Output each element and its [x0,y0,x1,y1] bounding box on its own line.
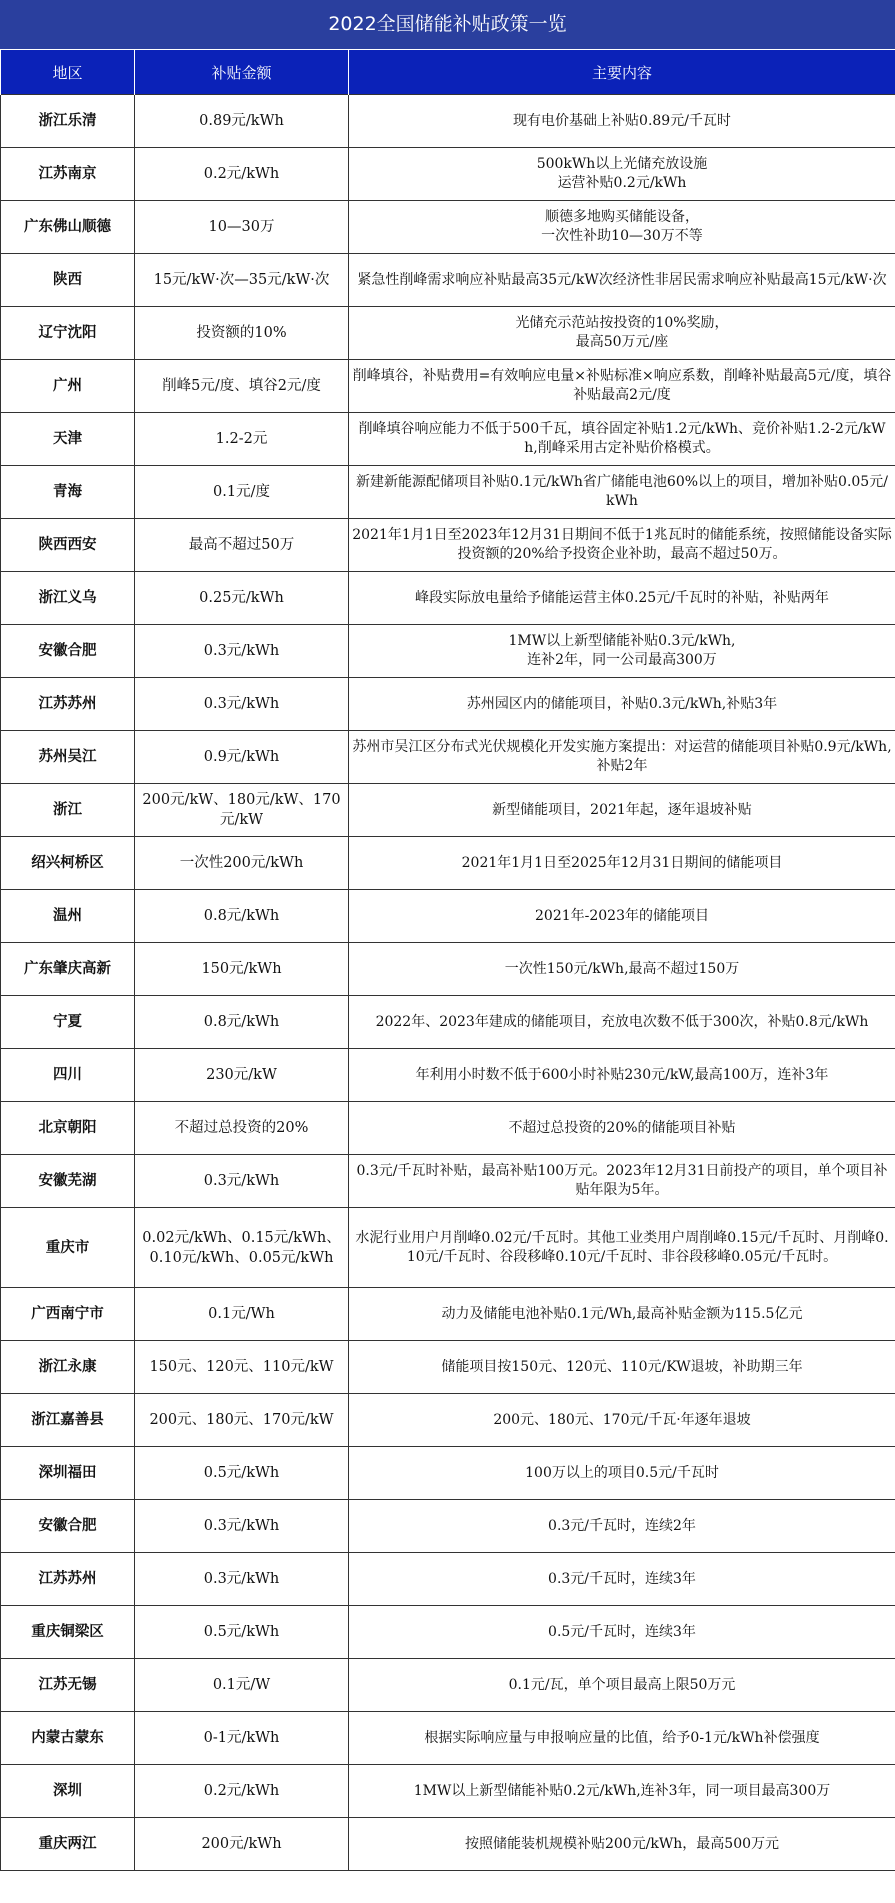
content-cell: 削峰填谷，补贴费用=有效响应电量×补贴标准×响应系数，削峰补贴最高5元/度，填谷补贴最高2元/度 [349,360,895,413]
region-cell: 安徽合肥 [1,625,135,678]
content-cell: 紧急性削峰需求响应补贴最高35元/kW次经济性非居民需求响应补贴最高15元/kW·次 [349,254,895,307]
amount-cell: 200元/kW、180元/kW、170元/kW [135,784,349,837]
table-header-row [1,50,895,95]
content-cell: 削峰填谷响应能力不低于500千瓦，填谷固定补贴1.2元/kWh、竞价补贴1.2-2元/kWh,削峰采用古定补贴价格模式。 [349,413,895,466]
content-cell: 峰段实际放电量给予储能运营主体0.25元/千瓦时的补贴，补贴两年 [349,572,895,625]
content-cell: 根据实际响应量与申报响应量的比值，给予0-1元/kWh补偿强度 [349,1712,895,1765]
amount-cell: 一次性200元/kWh [135,837,349,890]
region-cell: 广西南宁市 [1,1288,135,1341]
amount-cell: 0.89元/kWh [135,95,349,148]
region-cell: 温州 [1,890,135,943]
amount-cell: 0.1元/度 [135,466,349,519]
content-cell: 0.5元/千瓦时，连续3年 [349,1606,895,1659]
amount-cell: 最高不超过50万 [135,519,349,572]
table-row [1,731,895,784]
table-row [1,784,895,837]
region-cell: 江苏苏州 [1,1553,135,1606]
region-cell: 绍兴柯桥区 [1,837,135,890]
header-content: 主要内容 [349,50,895,95]
region-cell: 深圳福田 [1,1447,135,1500]
table-row [1,1659,895,1712]
amount-cell: 不超过总投资的20% [135,1102,349,1155]
table-row [1,1712,895,1765]
table-row [1,625,895,678]
table-row [1,1553,895,1606]
table-row [1,943,895,996]
table-row [1,678,895,731]
content-cell: 不超过总投资的20%的储能项目补贴 [349,1102,895,1155]
region-cell: 安徽芜湖 [1,1155,135,1208]
table-row [1,95,895,148]
region-cell: 江苏苏州 [1,678,135,731]
table-row [1,890,895,943]
table-row [1,413,895,466]
table-row [1,572,895,625]
amount-cell: 200元、180元、170元/kW [135,1394,349,1447]
amount-cell: 150元、120元、110元/kW [135,1341,349,1394]
amount-cell: 0.8元/kWh [135,996,349,1049]
amount-cell: 0.2元/kWh [135,1765,349,1818]
content-cell: 0.3元/千瓦时，连续2年 [349,1500,895,1553]
table-row [1,1500,895,1553]
content-cell: 按照储能装机规模补贴200元/kWh，最高500万元 [349,1818,895,1871]
table-row [1,1155,895,1208]
amount-cell: 0.2元/kWh [135,148,349,201]
amount-cell: 230元/kW [135,1049,349,1102]
region-cell: 天津 [1,413,135,466]
table-row [1,837,895,890]
amount-cell: 0.3元/kWh [135,1500,349,1553]
region-cell: 江苏无锡 [1,1659,135,1712]
region-cell: 辽宁沈阳 [1,307,135,360]
table-row [1,1102,895,1155]
amount-cell: 0.25元/kWh [135,572,349,625]
region-cell: 浙江嘉善县 [1,1394,135,1447]
page-title: 2022全国储能补贴政策一览 [0,0,895,50]
amount-cell: 0.1元/W [135,1659,349,1712]
table-row [1,1447,895,1500]
table-row [1,1288,895,1341]
content-cell: 新建新能源配储项目补贴0.1元/kWh省广储能电池60%以上的项目，增加补贴0.05元/kWh [349,466,895,519]
amount-cell: 0.5元/kWh [135,1606,349,1659]
content-cell: 0.1元/瓦，单个项目最高上限50万元 [349,1659,895,1712]
region-cell: 浙江乐清 [1,95,135,148]
region-cell: 广州 [1,360,135,413]
amount-cell: 0.3元/kWh [135,678,349,731]
region-cell: 浙江永康 [1,1341,135,1394]
table-row [1,1765,895,1818]
region-cell: 安徽合肥 [1,1500,135,1553]
table-row [1,466,895,519]
content-cell: 2022年、2023年建成的储能项目，充放电次数不低于300次，补贴0.8元/kWh [349,996,895,1049]
amount-cell: 0.3元/kWh [135,1553,349,1606]
region-cell: 浙江 [1,784,135,837]
region-cell: 重庆市 [1,1208,135,1288]
region-cell: 四川 [1,1049,135,1102]
table-row [1,148,895,201]
region-cell: 广东肇庆高新 [1,943,135,996]
table-row [1,996,895,1049]
amount-cell: 削峰5元/度、填谷2元/度 [135,360,349,413]
table-row [1,254,895,307]
region-cell: 广东佛山顺德 [1,201,135,254]
content-cell: 现有电价基础上补贴0.89元/千瓦时 [349,95,895,148]
region-cell: 北京朝阳 [1,1102,135,1155]
amount-cell: 200元/kWh [135,1818,349,1871]
content-cell: 2021年-2023年的储能项目 [349,890,895,943]
content-cell: 1MW以上新型储能补贴0.3元/kWh, 连补2年，同一公司最高300万 [349,625,895,678]
amount-cell: 0.3元/kWh [135,625,349,678]
content-cell: 动力及储能电池补贴0.1元/Wh,最高补贴金额为115.5亿元 [349,1288,895,1341]
table-row [1,1606,895,1659]
content-cell: 储能项目按150元、120元、110元/KW退坡，补助期三年 [349,1341,895,1394]
content-cell: 年利用小时数不低于600小时补贴230元/kW,最高100万，连补3年 [349,1049,895,1102]
header-amount: 补贴金额 [135,50,349,95]
table-row [1,1049,895,1102]
amount-cell: 投资额的10% [135,307,349,360]
region-cell: 江苏南京 [1,148,135,201]
region-cell: 青海 [1,466,135,519]
table-body [1,95,895,1871]
content-cell: 100万以上的项目0.5元/千瓦时 [349,1447,895,1500]
region-cell: 陕西西安 [1,519,135,572]
table-row [1,1341,895,1394]
region-cell: 内蒙古蒙东 [1,1712,135,1765]
table-row [1,1208,895,1288]
amount-cell: 0.02元/kWh、0.15元/kWh、0.10元/kWh、0.05元/kWh [135,1208,349,1288]
region-cell: 浙江义乌 [1,572,135,625]
amount-cell: 1.2-2元 [135,413,349,466]
amount-cell: 10—30万 [135,201,349,254]
amount-cell: 0.3元/kWh [135,1155,349,1208]
amount-cell: 0.1元/Wh [135,1288,349,1341]
table-row [1,360,895,413]
amount-cell: 150元/kWh [135,943,349,996]
content-cell: 新型储能项目，2021年起，逐年退坡补贴 [349,784,895,837]
table-row [1,1394,895,1447]
content-cell: 200元、180元、170元/千瓦·年逐年退坡 [349,1394,895,1447]
amount-cell: 0.5元/kWh [135,1447,349,1500]
content-cell: 水泥行业用户月削峰0.02元/千瓦时。其他工业类用户周削峰0.15元/千瓦时、月削峰0.10元/千瓦时、谷段移峰0.10元/千瓦时、非谷段移峰0.05元/千瓦时。 [349,1208,895,1288]
content-cell: 光储充示范站按投资的10%奖励， 最高50万元/座 [349,307,895,360]
content-cell: 一次性150元/kWh,最高不超过150万 [349,943,895,996]
region-cell: 宁夏 [1,996,135,1049]
table-row [1,307,895,360]
region-cell: 重庆两江 [1,1818,135,1871]
content-cell: 苏州园区内的储能项目，补贴0.3元/kWh,补贴3年 [349,678,895,731]
amount-cell: 0-1元/kWh [135,1712,349,1765]
content-cell: 0.3元/千瓦时，连续3年 [349,1553,895,1606]
table-row [1,1818,895,1871]
header-region: 地区 [1,50,135,95]
region-cell: 重庆铜梁区 [1,1606,135,1659]
amount-cell: 0.8元/kWh [135,890,349,943]
content-cell: 0.3元/千瓦时补贴，最高补贴100万元。2023年12月31日前投产的项目，单个项目补贴年限为5年。 [349,1155,895,1208]
region-cell: 深圳 [1,1765,135,1818]
region-cell: 苏州吴江 [1,731,135,784]
amount-cell: 0.9元/kWh [135,731,349,784]
amount-cell: 15元/kW·次—35元/kW·次 [135,254,349,307]
table-row [1,519,895,572]
table-row [1,201,895,254]
content-cell: 1MW以上新型储能补贴0.2元/kWh,连补3年，同一项目最高300万 [349,1765,895,1818]
policy-table [0,50,895,1871]
content-cell: 顺德多地购买储能设备， 一次性补助10—30万不等 [349,201,895,254]
content-cell: 2021年1月1日至2025年12月31日期间的储能项目 [349,837,895,890]
content-cell: 2021年1月1日至2023年12月31日期间不低于1兆瓦时的储能系统，按照储能设备实际投资额的20%给予投资企业补助，最高不超过50万。 [349,519,895,572]
content-cell: 500kWh以上光储充放设施 运营补贴0.2元/kWh [349,148,895,201]
content-cell: 苏州市吴江区分布式光伏规模化开发实施方案提出：对运营的储能项目补贴0.9元/kWh,补贴2年 [349,731,895,784]
region-cell: 陕西 [1,254,135,307]
